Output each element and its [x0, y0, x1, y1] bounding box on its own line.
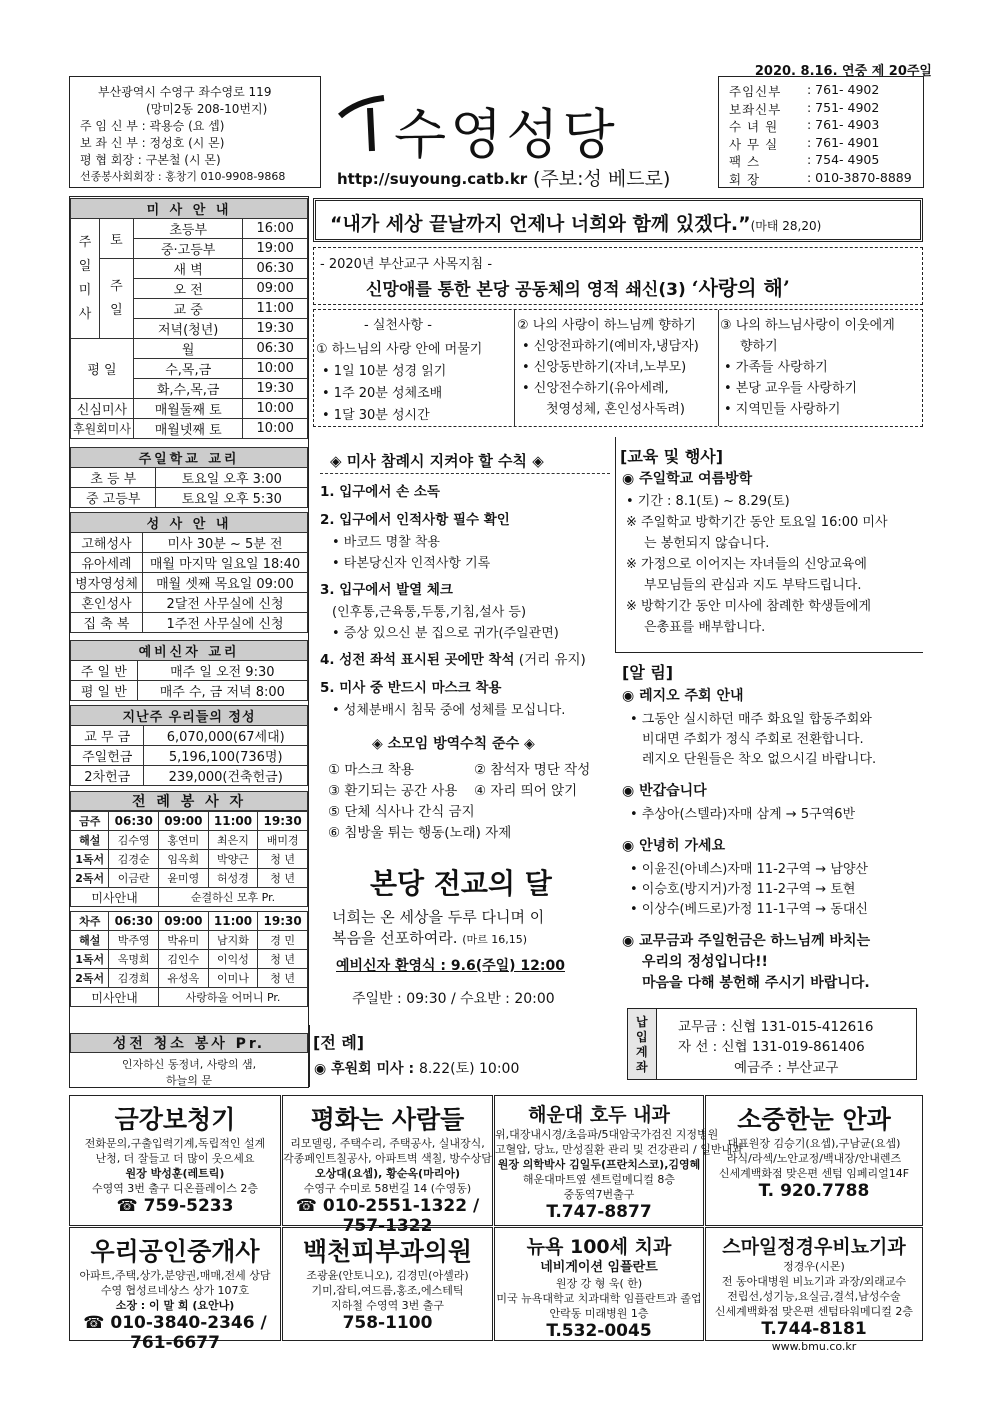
- account-box: [627, 1008, 917, 1080]
- ad-line: 난청, 더 잘들고 더 많이 웃으세요: [95, 1152, 255, 1165]
- education-line: • 기간 : 8.1(토) ~ 8.29(토): [626, 494, 790, 509]
- contact-label: 주임신부: [729, 84, 782, 99]
- mass-time: 10:00: [243, 399, 308, 419]
- small-group-item: ⑥ 침방울 튀는 행동(노래) 자제: [328, 825, 512, 841]
- small-group-item: ② 참석자 명단 작성: [474, 762, 591, 778]
- notice-line: • 추상아(스텔라)자매 삼계 → 5구역6반: [630, 807, 856, 822]
- ad-line: 라식/라섹/노안교정/백내장/안내렌즈: [726, 1152, 902, 1165]
- ad-phone: T.744-8181: [761, 1319, 867, 1339]
- mass-time: 11:00: [208, 912, 258, 931]
- education-title: [교육 및 행사]: [620, 447, 724, 466]
- website-link[interactable]: http://suyoung.catb.kr: [337, 170, 528, 188]
- mass-time: 09:00: [243, 279, 308, 299]
- mass-title: 미 사 안 내: [71, 199, 308, 219]
- sacrament: 유아세례: [71, 553, 143, 573]
- sacrament-time: 미사 30분 ~ 5분 전: [143, 533, 308, 553]
- ad-name: 해운대 호두 내과: [528, 1104, 670, 1126]
- ad-address: 해운대마트옆 센트럴메디컬 8층: [522, 1173, 676, 1186]
- ad-name: 뉴욕 100세 치과: [526, 1236, 672, 1258]
- ad-contact: 오상대(요셉), 황순옥(마리아): [314, 1167, 460, 1180]
- server-name: 청 년: [258, 869, 308, 888]
- server-name: 김경순: [109, 850, 159, 869]
- mass-who: 매월둘째 토: [133, 399, 242, 419]
- contact-value: : 761- 4901: [807, 134, 880, 150]
- mission-ref: (마르 16,15): [462, 933, 528, 946]
- mass-who: 오 전: [133, 279, 242, 299]
- ad-line: 정경우(시몬): [783, 1260, 845, 1273]
- sacrament: 병자영성체: [71, 573, 143, 593]
- account-row: 교무금 : 신협 131-015-412616: [678, 1019, 874, 1035]
- server-name: 박유미: [159, 931, 209, 950]
- sacrament-time: 1주전 사무실에 신청: [143, 613, 308, 633]
- education-line: 은총표를 배부합니다.: [644, 620, 766, 635]
- issue-date: 2020. 8.16. 연중 제 20주일: [754, 64, 932, 79]
- class-time: 매주 일 오전 9:30: [137, 661, 307, 681]
- catechumen-title: 예비신자 교리: [71, 641, 308, 661]
- ad-line: 수영 협성르네상스 상가 107호: [100, 1284, 250, 1297]
- ad-sub: 네비게이션 임플란트: [540, 1260, 658, 1275]
- special-mass: 후원회미사: [71, 419, 134, 439]
- patron-saint: (주보:성 베드로): [533, 168, 671, 190]
- tithe-line: 우리의 정성입니다!!: [642, 954, 768, 970]
- server-name: 배미경: [258, 831, 308, 850]
- ad-1: [69, 1095, 281, 1226]
- class-time: 토요일 오후 3:00: [156, 468, 308, 488]
- sacrament: 집 축 복: [71, 613, 143, 633]
- mass-time: 11:00: [243, 299, 308, 319]
- verse-box: [313, 198, 923, 242]
- practice-col2-head: ② 나의 사랑이 하느님께 향하기: [517, 318, 696, 333]
- offering-title: 지난주 우리들의 정성: [71, 706, 308, 726]
- small-group-item: ③ 환기되는 공간 사용: [328, 783, 458, 799]
- mass-time: 10:00: [243, 359, 308, 379]
- mass-who: 월: [133, 339, 242, 359]
- mass-time: 19:30: [243, 379, 308, 399]
- ad-address: 안락동 미래병원 1층: [549, 1307, 649, 1320]
- verse-ref: (마태 28,20): [750, 219, 822, 233]
- ad-address: 중동역7번출구: [563, 1188, 635, 1201]
- guideline-highlight: ‘사랑의 해’: [691, 276, 790, 300]
- notice-line: 비대면 주회가 정식 주회로 전환합니다.: [642, 732, 864, 747]
- mass-who: 매월넷째 토: [133, 419, 242, 439]
- contact-value: : 761- 4902: [807, 82, 880, 97]
- sacrament-time: 매월 셋째 목요일 09:00: [143, 573, 308, 593]
- ad-name: 스마일정경우비뇨기과: [722, 1236, 906, 1258]
- ad-line: 리모델링, 주택수리, 주택공사, 실내장식,: [290, 1137, 485, 1150]
- class-name: 초 등 부: [71, 468, 156, 488]
- guideline-line1: - 2020년 부산교구 사목지침 -: [320, 257, 493, 272]
- contact-label: 팩 스: [729, 154, 761, 169]
- rule-text: 5. 미사 중 반드시 마스크 착용: [320, 680, 502, 696]
- account-row: 자 선 : 신협 131-019-861406: [678, 1039, 865, 1055]
- sunday-label: 주 일: [99, 259, 133, 339]
- mass-schedule-table: [70, 198, 308, 439]
- ad-3: [494, 1095, 743, 1226]
- sacraments-title: 성 사 안 내: [71, 513, 308, 533]
- server-name: 경 민: [258, 931, 308, 950]
- rule-heading: [320, 578, 453, 598]
- server-name: 이금란: [109, 869, 159, 888]
- ad-line: 전 동아대병원 비뇨기과 과장/외래교수: [721, 1275, 907, 1288]
- server-name: 청 년: [258, 969, 308, 988]
- education-line: ※ 가정으로 이어지는 자녀들의 신앙교육에: [626, 557, 867, 572]
- practice-item: • 신앙동반하기(자녀,노부모): [522, 360, 687, 375]
- offering-table: [70, 705, 308, 786]
- servers-this-week: [70, 811, 308, 907]
- practice-title: - 실천사항 -: [364, 318, 432, 333]
- server-name: 허성경: [208, 869, 258, 888]
- server-name: 최은지: [208, 831, 258, 850]
- sacrament: 혼인성사: [71, 593, 143, 613]
- mass-who: 초등부: [133, 219, 242, 239]
- mass-who: 화,수,목,금: [133, 379, 242, 399]
- practice-item: • 신앙전파하기(예비자,냉담자): [522, 339, 699, 354]
- tithe-line: 마음을 다해 봉헌해 주시기 바랍니다.: [642, 975, 870, 991]
- ad-contact: 소장 : 이 말 희 (요안나): [115, 1299, 235, 1312]
- ad-4: [705, 1095, 923, 1226]
- notice-heading: ◉ 반갑습니다: [622, 783, 707, 799]
- sponsor-mass-time: 8.22(토) 10:00: [418, 1061, 520, 1077]
- role: 2독서: [71, 869, 109, 888]
- notice-heading: ◉ 레지오 주회 안내: [622, 688, 744, 704]
- mission-text2: [332, 927, 527, 948]
- contact-value: : 754- 4905: [807, 152, 880, 167]
- mass-who: 수,목,금: [133, 359, 242, 379]
- ad-name: 우리공인중개사: [90, 1237, 260, 1266]
- council-president: 평 협 회장 : 구본철 (시 몬): [80, 153, 221, 167]
- account-row: 예금주 : 부산교구: [734, 1060, 839, 1076]
- server-name: 박양근: [208, 850, 258, 869]
- practice-item: • 본당 교우들 사랑하기: [724, 381, 858, 396]
- mass-guide-label: 미사안내: [71, 988, 159, 1007]
- ad-line: 기미,잡티,여드름,홍조,에스테틱: [311, 1284, 464, 1297]
- servers-title: 전 례 봉 사 자: [70, 791, 308, 811]
- rule-heading: [320, 676, 501, 696]
- class-time: 매주 수, 금 저녁 8:00: [137, 681, 307, 701]
- rule-heading: [320, 480, 440, 500]
- notice-line: 레지오 단원들은 착오 없으시길 바랍니다.: [642, 752, 877, 767]
- parish-info-box: [69, 76, 321, 188]
- sacrament: 고해성사: [71, 533, 143, 553]
- sacrament-time: 2달전 사무실에 신청: [143, 593, 308, 613]
- offering-type: 2차헌금: [71, 766, 144, 786]
- sponsor-mass-label: ◉ 후원회 미사 :: [314, 1061, 419, 1077]
- small-group-title: ◈ 소모임 방역수칙 준수 ◈: [372, 736, 535, 752]
- church-logo-icon: [332, 86, 392, 156]
- ad-address: 신세계백화점 맞은편 센텀 임페리얼14F: [718, 1167, 910, 1180]
- catechumen-classes: 주일반 : 09:30 / 수요반 : 20:00: [352, 991, 555, 1007]
- role: 1독서: [71, 850, 109, 869]
- ad-address: 지하철 수영역 3번 출구: [330, 1299, 445, 1312]
- contact-value: : 010-3870-8889: [807, 169, 912, 185]
- parish-name: 수영성당: [394, 103, 619, 166]
- practice-item: • 가족들 사랑하기: [724, 360, 828, 375]
- sacrament-time: 매월 마지막 일요일 18:40: [143, 553, 308, 573]
- ad-6: [282, 1227, 493, 1341]
- practice-col1-head: ① 하느님의 사랑 안에 머물기: [316, 342, 483, 357]
- cleaning-title: 성전 청소 봉사 Pr.: [70, 1033, 308, 1053]
- rule-sub: • 증상 있으신 분 집으로 귀가(주일관면): [332, 626, 559, 641]
- sponsor-mass: [314, 1058, 519, 1078]
- servers-next-week: [70, 911, 308, 1007]
- rule-text: 2. 입구에서 인적사항 필수 확인: [320, 512, 510, 528]
- week-label: 금주: [71, 812, 109, 831]
- education-line: ※ 방학기간 동안 미사에 참례한 학생들에게: [626, 599, 872, 614]
- mass-time: 06:30: [109, 812, 159, 831]
- mass-who: 새 벽: [133, 259, 242, 279]
- ad-line: 전립선,성기능,요실금,결석,남성수술: [727, 1290, 901, 1303]
- class-name: 주 일 반: [71, 661, 138, 681]
- ad-name: 소중한눈 안과: [737, 1105, 891, 1134]
- weekday-label: 평 일: [71, 339, 134, 399]
- small-group-item: ⑤ 단체 식사나 간식 금지: [328, 804, 475, 820]
- sunday-school-title: 주일학교 교리: [71, 448, 308, 468]
- ad-contact: 원장 박성훈(레트릭): [125, 1167, 225, 1180]
- servers-tables: [70, 811, 308, 1011]
- mass-time: 19:30: [258, 912, 308, 931]
- server-name: 김인수: [159, 950, 209, 969]
- server-name: 청 년: [258, 850, 308, 869]
- offering-type: 주일헌금: [71, 746, 144, 766]
- offering-amount: 6,070,000(67세대): [144, 726, 308, 746]
- class-name: 평 일 반: [71, 681, 138, 701]
- contact-value: : 761- 4903: [807, 117, 880, 132]
- server-name: 김수영: [109, 831, 159, 850]
- small-group-item: ① 마스크 착용: [328, 762, 414, 778]
- server-name: 남지화: [208, 931, 258, 950]
- mass-time: 19:30: [258, 812, 308, 831]
- ad-phone: 758-1100: [342, 1313, 433, 1333]
- ad-phone: T. 920.7788: [758, 1181, 870, 1201]
- ad-line: 고혈압, 당뇨, 만성질환 관리 및 건강관리 / 일반내과: [495, 1143, 743, 1156]
- mass-time: 10:00: [243, 419, 308, 439]
- server-name: 이미나: [208, 969, 258, 988]
- notice-line: • 이윤진(아녜스)자매 11-2구역 → 남양산: [630, 862, 868, 877]
- class-time: 토요일 오후 5:30: [156, 488, 308, 508]
- mass-time: 16:00: [243, 219, 308, 239]
- class-name: 중 고등부: [71, 488, 156, 508]
- tithe-notice: ◉ 교무금과 주일헌금은 하느님께 바치는: [622, 933, 871, 949]
- guideline-title: 신망애를 통한 본당 공동체의 영적 쇄신(3): [366, 280, 686, 300]
- ad-address: 수영역 3번 출구 디온플레이스 2층: [91, 1182, 259, 1195]
- ad-line: 전화문의,구출입력기계,독립적인 설계: [84, 1137, 266, 1150]
- practice-col3-head2: 향하기: [740, 339, 778, 354]
- mass-who: 저녁(청년): [133, 319, 242, 339]
- mass-time: 19:30: [243, 319, 308, 339]
- server-name: 이익성: [208, 950, 258, 969]
- mission-text2-body: 복음을 선포하여라.: [332, 929, 458, 947]
- catechumen-table: [70, 640, 308, 701]
- notice-line: • 이승호(방지거)가정 11-2구역 → 토현: [630, 882, 856, 897]
- ad-line: 대표원장 김승기(요셉),구남균(요셉): [727, 1137, 901, 1150]
- contact-label: 보좌신부: [729, 101, 782, 117]
- server-name: 유성옥: [159, 969, 209, 988]
- server-name: 청 년: [258, 950, 308, 969]
- mass-guide-prayer: 순결하신 모후 Pr.: [159, 888, 308, 907]
- parish-logo: [332, 80, 712, 170]
- ad-name: 백천피부과의원: [302, 1237, 473, 1266]
- practice-item: • 지역민들 사랑하기: [724, 402, 841, 417]
- ad-line: 신세계백화점 맞은편 센텀타워메디컬 2층: [714, 1305, 914, 1318]
- notice-line: • 그동안 실시하던 매주 화요일 합동주회와: [630, 712, 872, 727]
- guideline-line2: [366, 272, 790, 301]
- ad-phone: T.532-0045: [546, 1321, 652, 1341]
- server-name: 김경희: [109, 969, 159, 988]
- ad-phone: ☎ 010-3840-2346 / 761-6677: [83, 1313, 267, 1353]
- server-name: 윤미영: [159, 869, 209, 888]
- mass-who: 중·고등부: [133, 239, 242, 259]
- education-line: 부모님들의 관심과 지도 부탁드립니다.: [644, 578, 862, 593]
- role: 해설: [71, 831, 109, 850]
- contact-box: [718, 76, 924, 188]
- ad-contact: 원장 의학박사 김일두(프란치스코),김영혜: [497, 1158, 701, 1171]
- rule-heading: [320, 648, 586, 668]
- ad-line: 아파트,주택,상가,분양권,매매,전세 상담: [79, 1269, 271, 1282]
- role: 1독서: [71, 950, 109, 969]
- saturday-label: 토: [99, 219, 133, 259]
- ad-line: 위,대장내시경/초음파/5대암국가검진 지정병원: [495, 1128, 719, 1141]
- sunday-mass-label: 주 일 미 사: [71, 219, 100, 339]
- mission-text1: 너희는 온 세상을 두루 다니며 이: [332, 908, 545, 926]
- mass-time: 06:30: [243, 339, 308, 359]
- sacraments-table: [70, 512, 308, 633]
- funeral-president: 선종봉사회회장 : 홍창기 010-9908-9868: [80, 170, 286, 183]
- ad-line: 미국 뉴욕대학교 치과대학 임플란트과 졸업: [496, 1292, 702, 1305]
- mass-time: 09:00: [159, 912, 209, 931]
- role: 2독서: [71, 969, 109, 988]
- notice-heading: ◉ 안녕히 가세요: [622, 838, 726, 854]
- ad-phone: T.747-8877: [546, 1202, 652, 1222]
- mass-time: 19:00: [243, 239, 308, 259]
- rule-sub: (인후통,근육통,두통,기침,설사 등): [332, 605, 527, 620]
- cleaning-text2: 하늘의 문: [165, 1074, 212, 1087]
- contact-label: 수 녀 원: [729, 119, 779, 134]
- rule-sub: • 바코드 명찰 착용: [332, 535, 440, 550]
- assistant-priest: 보 좌 신 부 : 정성호 (시 몬): [80, 136, 225, 150]
- week-label: 차주: [71, 912, 109, 931]
- contact-value: : 751- 4902: [807, 99, 880, 115]
- liturgy-title: [전 례]: [313, 1033, 365, 1052]
- education-sub: ◉ 주일학교 여름방학: [622, 471, 753, 487]
- practice-item: • 1달 30분 성시간: [322, 408, 430, 423]
- rules-title-box: [320, 444, 610, 474]
- mass-time: 09:00: [159, 812, 209, 831]
- pastor: 주 임 신 부 : 곽용승 (요 셉): [80, 119, 225, 133]
- offering-type: 교 무 금: [71, 726, 144, 746]
- ad-name: 평화는 사람들: [310, 1105, 465, 1134]
- welcome-ceremony: 예비신자 환영식 : 9.6(주일) 12:00: [336, 958, 565, 974]
- rule-heading: [320, 508, 510, 528]
- ad-line: 조광윤(안토니오), 김경민(아셀라): [306, 1269, 469, 1282]
- practice-item: • 신앙전수하기(유아세례,: [522, 381, 669, 396]
- education-line: ※ 주일학교 방학기간 동안 토요일 16:00 미사: [626, 515, 888, 530]
- mass-guide-prayer: 사랑하올 어머니 Pr.: [159, 988, 308, 1007]
- rule-text: 4. 성전 좌석 표시된 곳에만 착석: [320, 652, 515, 668]
- ad-phone: ☎ 010-2551-1322 / 757-1322: [295, 1196, 480, 1236]
- ad-line: 원장 강 형 욱( 한): [555, 1277, 643, 1290]
- rule-note: (거리 유지): [514, 652, 586, 668]
- small-group-item: ④ 자리 띄어 앉기: [474, 783, 578, 799]
- practice-item: 첫영성체, 혼인성사독려): [546, 402, 685, 417]
- rule-sub: • 성체분배시 침묵 중에 성체를 모십니다.: [332, 703, 566, 718]
- rule-sub: • 타본당신자 인적사항 기록: [332, 556, 491, 571]
- ad-8: [705, 1227, 923, 1353]
- contact-label: 회 장: [729, 171, 761, 187]
- mass-time: 06:30: [243, 259, 308, 279]
- mass-who: 교 중: [133, 299, 242, 319]
- ad-2: [282, 1095, 493, 1236]
- notice-line: • 이상수(베드로)가정 11-1구역 → 동대신: [630, 902, 868, 917]
- ad-7: [494, 1227, 704, 1341]
- server-name: 임옥희: [159, 850, 209, 869]
- guideline-box: [313, 247, 923, 305]
- server-name: 홍연미: [159, 831, 209, 850]
- verse-quote: “내가 세상 끝날까지 언제나 너희와 함께 있겠다.”: [330, 213, 751, 235]
- role: 해설: [71, 931, 109, 950]
- server-name: 옥명희: [109, 950, 159, 969]
- mass-time: 11:00: [208, 812, 258, 831]
- offering-amount: 239,000(건축헌금): [144, 766, 308, 786]
- practice-col3-head: ③ 나의 하느님사랑이 이웃에게: [720, 318, 895, 333]
- ad-5: [69, 1227, 281, 1353]
- rule-text: 1. 입구에서 손 소독: [320, 484, 440, 500]
- special-mass: 신심미사: [71, 399, 134, 419]
- practice-item: • 1주 20분 성체조배: [322, 386, 443, 401]
- mass-time: 06:30: [109, 912, 159, 931]
- ad-address: 수영구 수미로 58번길 14 (수영동): [303, 1182, 472, 1195]
- contact-label: 사 무 실: [729, 136, 779, 152]
- account-label: 납입계좌: [636, 1015, 648, 1074]
- practice-item: • 1일 10분 성경 읽기: [322, 364, 447, 379]
- ad-phone: ☎ 759-5233: [116, 1196, 234, 1216]
- mass-guide-label: 미사안내: [71, 888, 159, 907]
- notice-title: [알 림]: [622, 663, 674, 682]
- address-line2: (망미2동 208-10번지): [146, 102, 268, 116]
- server-name: 박주영: [109, 931, 159, 950]
- cleaning-text1: 인자하신 동정녀, 사랑의 샘,: [121, 1058, 257, 1071]
- mission-title: 본당 전교의 달: [370, 867, 552, 900]
- ad-web: www.bmu.co.kr: [771, 1340, 857, 1353]
- verse-text: [330, 209, 821, 236]
- sunday-school-table: [70, 447, 308, 508]
- education-line: 는 봉헌되지 않습니다.: [644, 536, 770, 551]
- offering-amount: 5,196,100(736명): [144, 746, 308, 766]
- rules-title: ◈ 미사 참례시 지켜야 할 수칙 ◈: [330, 452, 544, 470]
- rule-text: 3. 입구에서 발열 체크: [320, 582, 453, 598]
- ad-line: 각종페인트칠공사, 아파트벽 색칠, 방수상담: [283, 1152, 492, 1165]
- practice-box: [313, 309, 923, 427]
- ad-name: 금강보청기: [114, 1105, 236, 1134]
- address-line1: 부산광역시 수영구 좌수영로 119: [98, 85, 272, 99]
